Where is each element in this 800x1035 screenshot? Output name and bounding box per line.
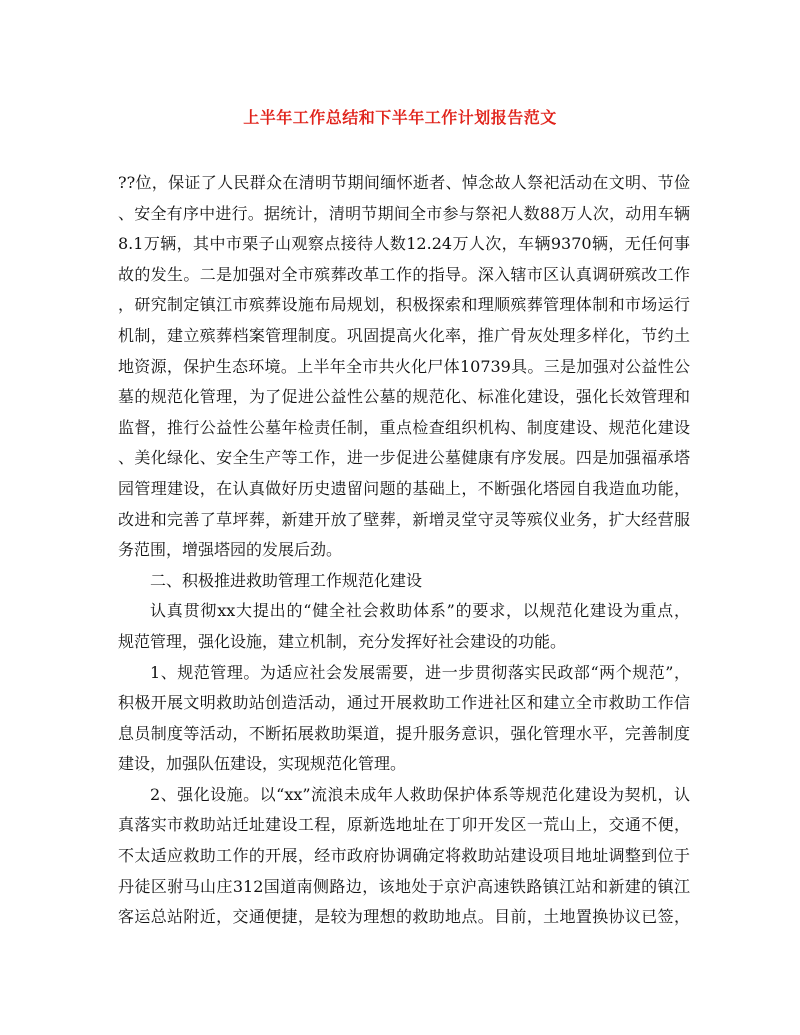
body-line: 1、规范管理。为适应社会发展需要，进一步贯彻落实民政部“两个规范”， xyxy=(150,662,690,682)
body-line: 建设，加强队伍建设，实现规范化管理。 xyxy=(118,754,407,774)
body-line: ??位，保证了人民群众在清明节期间缅怀逝者、悼念故人祭祀活动在文明、节俭 xyxy=(118,173,690,192)
body-line: 丹徒区驸马山庄312国道南侧路边，该地处于京沪高速铁路镇江站和新建的镇江 xyxy=(118,876,690,896)
body-line: 息员制度等活动，不断拓展救助渠道，提升服务意识，强化管理水平，完善制度 xyxy=(118,723,690,743)
body-line: 园管理建设，在认真做好历史遗留问题的基础上，不断强化塔园自我造血功能， xyxy=(118,478,690,498)
body-line: 认真贯彻xx大提出的“健全社会救助体系”的要求，以规范化建设为重点， xyxy=(150,601,690,621)
body-line: 积极开展文明救助站创造活动，通过开展救助工作进社区和建立全市救助工作信 xyxy=(118,693,690,713)
body-line: 2、强化设施。以“xx”流浪未成年人救助保护体系等规范化建设为契机，认 xyxy=(150,784,690,804)
body-line: 8.1万辆，其中市栗子山观察点接待人数12.24万人次，车辆9370辆，无任何事 xyxy=(118,234,690,254)
body-line: 二、积极推进救助管理工作规范化建设 xyxy=(150,570,423,590)
body-line: 务范围，增强塔园的发展后劲。 xyxy=(118,540,343,560)
body-line: 监督，推行公益性公墓年检责任制，重点检查组织机构、制度建设、规范化建设 xyxy=(118,417,690,437)
body-line: 机制，建立殡葬档案管理制度。巩固提高火化率，推广骨灰处理多样化，节约土 xyxy=(118,325,690,345)
body-line: 故的发生。二是加强对全市殡葬改革工作的指导。深入辖市区认真调研殡改工作 xyxy=(118,264,690,284)
body-line: 客运总站附近，交通便捷，是较为理想的救助地点。目前，土地置换协议已签， xyxy=(118,907,690,927)
body-line: ，研究制定镇江市殡葬设施布局规划，积极探索和理顺殡葬管理体制和市场运行 xyxy=(118,295,690,315)
body-line: 墓的规范化管理，为了促进公益性公墓的规范化、标准化建设，强化长效管理和 xyxy=(118,387,690,407)
body-line: 地资源，保护生态环境。上半年全市共火化尸体10739具。三是加强对公益性公 xyxy=(118,356,690,376)
document-title: 上半年工作总结和下半年工作计划报告范文 xyxy=(243,108,557,127)
body-line: 、美化绿化、安全生产等工作，进一步促进公墓健康有序发展。四是加强福承塔 xyxy=(118,448,690,468)
body-line: 不太适应救助工作的开展，经市政府协调确定将救助站建设项目地址调整到位于 xyxy=(118,846,690,866)
body-line: 规范管理，强化设施，建立机制，充分发挥好社会建设的功能。 xyxy=(118,631,567,651)
body-line: 真落实市救助站迁址建设工程，原新选地址在丁卯开发区一荒山上，交通不便， xyxy=(118,815,690,835)
document-body xyxy=(118,168,690,933)
body-line: 改进和完善了草坪葬，新建开放了壁葬，新增灵堂守灵等殡仪业务，扩大经营服 xyxy=(118,509,690,529)
body-line: 、安全有序中进行。据统计，清明节期间全市参与祭祀人数88万人次，动用车辆 xyxy=(118,203,690,223)
